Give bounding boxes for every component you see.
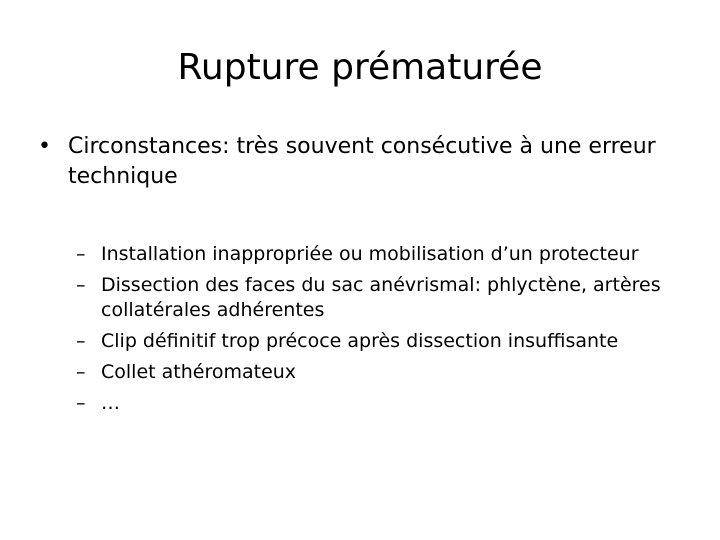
sub-bullet-text: Collet athéromateux xyxy=(101,361,297,383)
slide-title: Rupture prématurée xyxy=(177,47,543,88)
sub-bullet-item xyxy=(76,273,686,323)
main-bullet xyxy=(38,132,678,192)
sub-bullet-text: … xyxy=(101,392,120,414)
dash-marker: – xyxy=(76,361,86,383)
sub-bullet-item xyxy=(76,360,686,385)
dash-marker: – xyxy=(76,243,86,265)
sub-bullet-list xyxy=(76,242,686,422)
main-bullet-text: Circonstances: très souvent consécutive à une erreur technique xyxy=(68,134,656,189)
sub-bullet-item xyxy=(76,329,686,354)
sub-bullet-item xyxy=(76,242,686,267)
bullet-marker: • xyxy=(38,134,51,159)
sub-bullet-text: Clip définitif trop précoce après dissection insuffisante xyxy=(101,330,619,352)
sub-bullet-text: Dissection des faces du sac anévrismal: phlyctène, artères collatérales adhérentes xyxy=(101,274,661,321)
sub-bullet-item xyxy=(76,391,686,416)
dash-marker: – xyxy=(76,330,86,352)
dash-marker: – xyxy=(76,392,86,414)
dash-marker: – xyxy=(76,274,86,296)
sub-bullet-text: Installation inappropriée ou mobilisation d’un protecteur xyxy=(101,243,639,265)
